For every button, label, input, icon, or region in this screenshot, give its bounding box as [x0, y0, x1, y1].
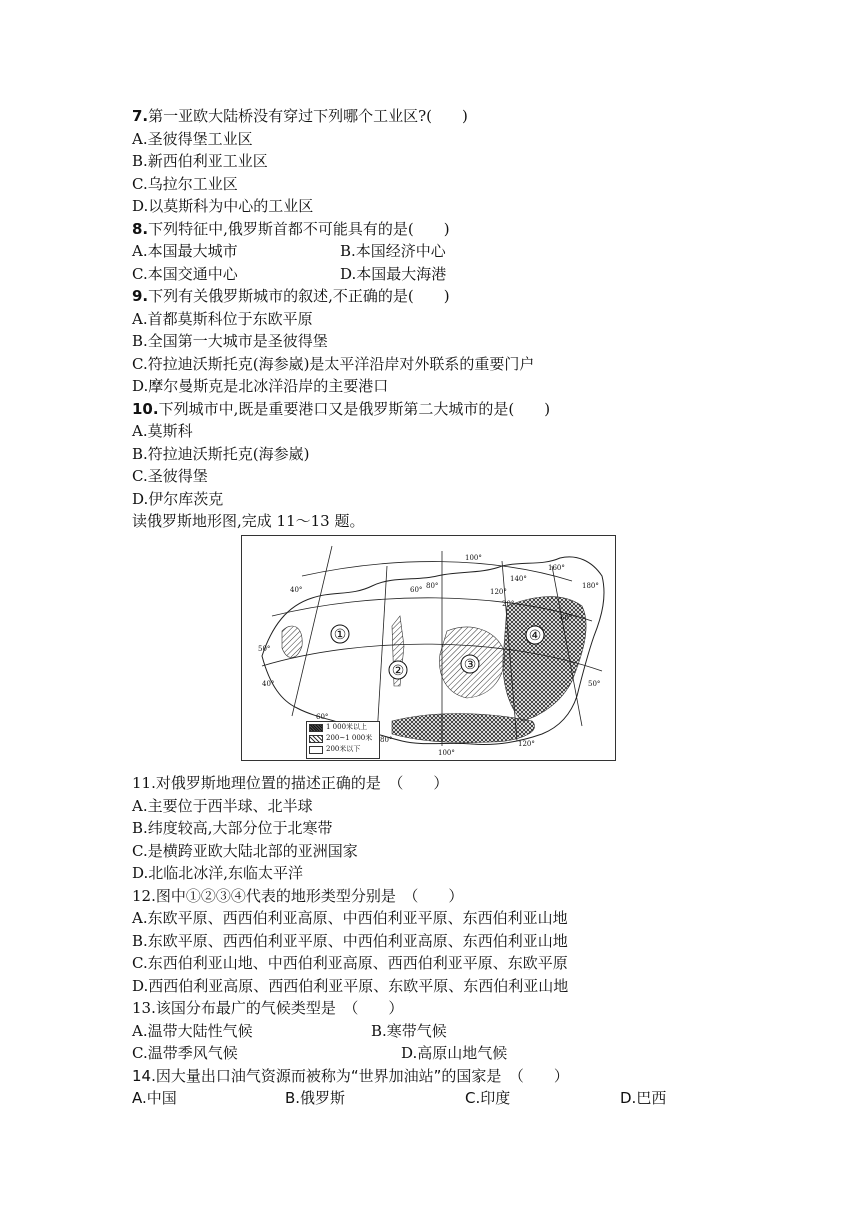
- question-13-option-b: B.寒带气候: [371, 1022, 447, 1040]
- question-number: 10.: [132, 400, 159, 418]
- question-7-option-a: A.圣彼得堡工业区: [132, 130, 253, 148]
- question-10-option-c: C.圣彼得堡: [132, 467, 208, 485]
- question-number: 8.: [132, 220, 149, 238]
- question-text: 下列城市中,既是重要港口又是俄罗斯第二大城市的是( ): [158, 400, 551, 418]
- map-intro-text: 读俄罗斯地形图,完成 11～13 题。: [132, 512, 365, 530]
- question-number: 9.: [132, 287, 149, 305]
- question-12-option-a: A.东欧平原、西西伯利亚高原、中西伯利亚平原、东西伯利亚山地: [132, 909, 568, 927]
- degree-label: 180°: [582, 582, 599, 590]
- degree-label: 80°: [426, 582, 439, 590]
- question-10-stem: [132, 399, 550, 419]
- question-12-option-c: C.东西伯利亚山地、中西伯利亚高原、西西伯利亚平原、东欧平原: [132, 954, 568, 972]
- degree-label: 120°: [518, 740, 535, 748]
- legend-swatch-mid: [309, 735, 323, 743]
- legend-swatch-high: [309, 724, 323, 732]
- question-7-option-b: B.新西伯利亚工业区: [132, 152, 268, 170]
- question-14-option-d: D.巴西: [620, 1089, 667, 1107]
- legend-item-low: [307, 744, 379, 755]
- degree-label: 50°: [588, 680, 601, 688]
- region-4-label: ④: [528, 628, 542, 644]
- map-drawing: [242, 536, 615, 760]
- question-8-option-d: D.本国最大海港: [340, 265, 447, 283]
- degree-label: 60°: [560, 614, 573, 622]
- question-11-stem: 11.对俄罗斯地理位置的描述正确的是 （ ）: [132, 774, 449, 792]
- question-7-stem: [132, 106, 468, 126]
- degree-label: 20°: [502, 600, 515, 608]
- question-11-option-a: A.主要位于西半球、北半球: [132, 797, 313, 815]
- question-14-option-c: C.印度: [465, 1089, 511, 1107]
- degree-label: 40°: [290, 586, 303, 594]
- question-text: 下列特征中,俄罗斯首都不可能具有的是( ): [148, 220, 450, 238]
- question-10-option-d: D.伊尔库茨克: [132, 490, 224, 508]
- question-text: 下列有关俄罗斯城市的叙述,不正确的是( ): [148, 287, 450, 305]
- question-11-option-d: D.北临北冰洋,东临太平洋: [132, 864, 304, 882]
- question-13-option-a: A.温带大陆性气候: [132, 1022, 253, 1040]
- question-13-stem: 13.该国分布最广的气候类型是 （ ）: [132, 999, 404, 1017]
- map-legend: [306, 721, 380, 759]
- question-10-option-a: A.莫斯科: [132, 422, 193, 440]
- degree-label: 40°: [262, 680, 275, 688]
- question-14-stem: 14.因大量出口油气资源而被称为“世界加油站”的国家是 （ ）: [132, 1067, 569, 1085]
- question-14-option-b: B.俄罗斯: [285, 1089, 346, 1107]
- question-12-option-b: B.东欧平原、西西伯利亚平原、中西伯利亚高原、东西伯利亚山地: [132, 932, 568, 950]
- legend-label: 200~1 000米: [326, 734, 373, 742]
- degree-label: 100°: [465, 554, 482, 562]
- question-13-option-d: D.高原山地气候: [401, 1044, 508, 1062]
- question-14-option-a: A.中国: [132, 1089, 177, 1107]
- question-9-option-d: D.摩尔曼斯克是北冰洋沿岸的主要港口: [132, 377, 389, 395]
- russia-terrain-map: [241, 535, 616, 761]
- question-9-stem: [132, 286, 450, 306]
- question-8-option-b: B.本国经济中心: [340, 242, 446, 260]
- legend-label: 1 000米以上: [326, 723, 368, 731]
- legend-item-mid: [307, 733, 379, 744]
- degree-label: 60°: [316, 713, 329, 721]
- question-13-option-c: C.温带季风气候: [132, 1044, 238, 1062]
- question-8-stem: [132, 219, 450, 239]
- region-1-label: ①: [333, 627, 347, 643]
- degree-label: 60°: [410, 586, 423, 594]
- question-9-option-b: B.全国第一大城市是圣彼得堡: [132, 332, 328, 350]
- degree-label: 120°: [490, 588, 507, 596]
- question-11-option-c: C.是横跨亚欧大陆北部的亚洲国家: [132, 842, 358, 860]
- legend-item-high: [307, 722, 379, 733]
- question-10-option-b: B.符拉迪沃斯托克(海参崴): [132, 445, 310, 463]
- question-8-option-c: C.本国交通中心: [132, 265, 238, 283]
- question-11-option-b: B.纬度较高,大部分位于北寒带: [132, 819, 333, 837]
- degree-label: 80°: [380, 736, 393, 744]
- legend-swatch-low: [309, 746, 323, 754]
- question-7-option-c: C.乌拉尔工业区: [132, 175, 238, 193]
- question-8-option-a: A.本国最大城市: [132, 242, 238, 260]
- degree-label: 160°: [548, 564, 565, 572]
- region-2-label: ②: [391, 663, 405, 679]
- region-3-label: ③: [463, 657, 477, 673]
- degree-label: 140°: [510, 575, 527, 583]
- western-highland: [282, 626, 302, 658]
- southern-mountains: [392, 714, 535, 743]
- degree-label: 100°: [438, 749, 455, 757]
- degree-label: 50°: [258, 645, 271, 653]
- question-9-option-c: C.符拉迪沃斯托克(海参崴)是太平洋沿岸对外联系的重要门户: [132, 355, 535, 373]
- question-number: 7.: [132, 107, 149, 125]
- question-9-option-a: A.首都莫斯科位于东欧平原: [132, 310, 313, 328]
- question-text: 第一亚欧大陆桥没有穿过下列哪个工业区?( ): [148, 107, 468, 125]
- legend-label: 200米以下: [326, 745, 361, 753]
- question-12-stem: 12.图中①②③④代表的地形类型分别是 （ ）: [132, 887, 464, 905]
- question-12-option-d: D.西西伯利亚高原、西西伯利亚平原、东欧平原、东西伯利亚山地: [132, 977, 569, 995]
- question-7-option-d: D.以莫斯科为中心的工业区: [132, 197, 314, 215]
